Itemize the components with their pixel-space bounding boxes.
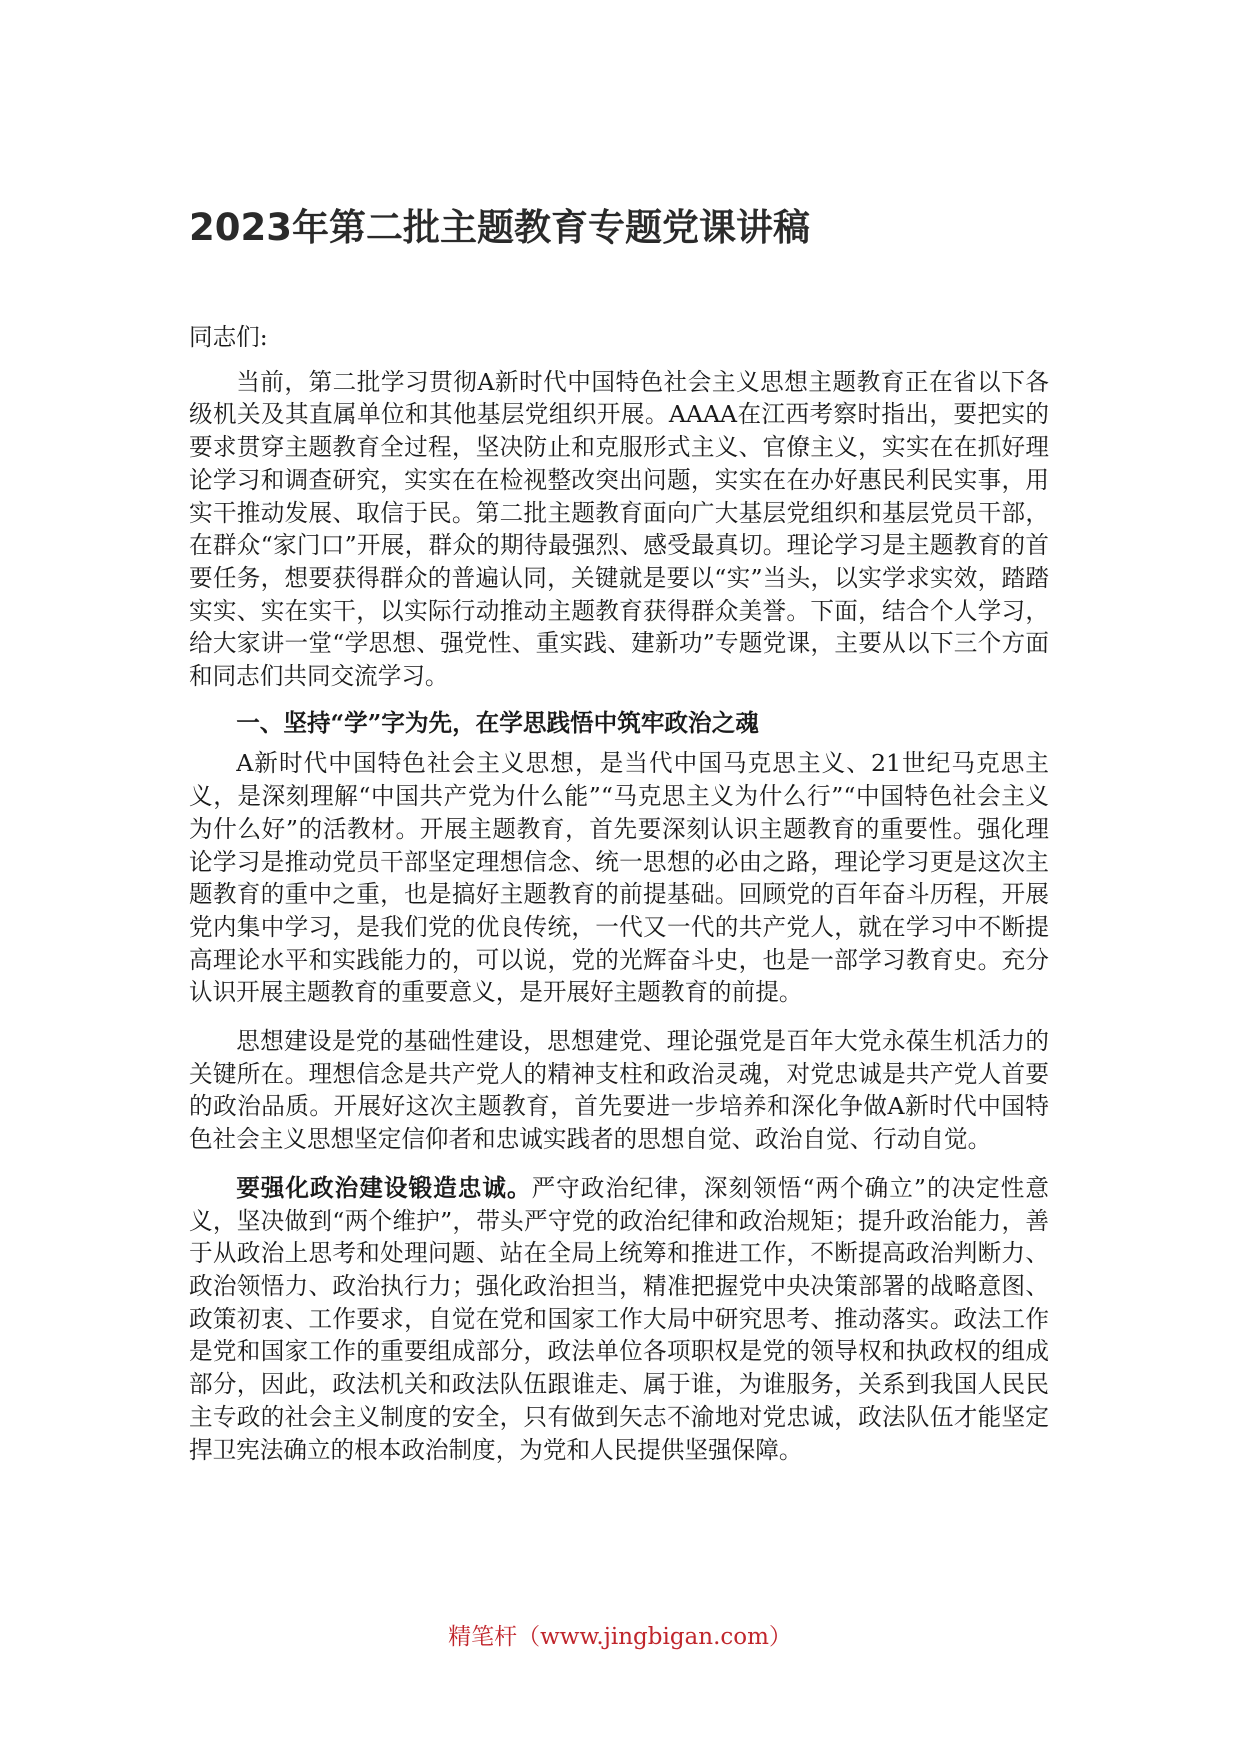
salutation: 同志们:: [189, 323, 268, 351]
document-title: 2023年第二批主题教育专题党课讲稿: [189, 206, 810, 249]
section-heading-1: 一、坚持“学”字为先，在学思践悟中筑牢政治之魂: [236, 708, 759, 737]
paragraph-political-building-text: 严守政治纪律，深刻领悟“两个确立”的决定性意义，坚决做到“两个维护”，带头严守党的政治纪律和政治规矩；提升政治能力，善于从政治上思考和处理问题、站在全局上统筹和推进工作，不断提高政治判断力、政治领悟力、政治执行力；强化政治担当，精准把握党中央决策部署的战略意图、政策初衷、工作要求，自觉在党和国家工作大局中研究思考、推动落实。政法工作是党和国家工作的重要组成部分，政法单位各项职权是党的领导权和执政权的组成部分，因此，政法机关和政法队伍跟谁走、属于谁，为谁服务，关系到我国人民民主专政的社会主义制度的安全，只有做到矢志不渝地对党忠诚，政法队伍才能坚定捍卫宪法确立的根本政治制度，为党和人民提供坚强保障。: [189, 1173, 1049, 1464]
document-body: [189, 321, 1049, 1466]
paragraph-bold-lead: 要强化政治建设锻造忠诚。: [236, 1173, 532, 1202]
paragraph-theory: A新时代中国特色社会主义思想，是当代中国马克思主义、21世纪马克思主义，是深刻理解“中国共产党为什么能”“马克思主义为什么行”“中国特色社会主义为什么好”的活教材。开展主题教育，首先要深刻认识主题教育的重要性。强化理论学习是推动党员干部坚定理想信念、统一思想的必由之路，理论学习更是这次主题教育的重中之重，也是搞好主题教育的前提基础。回顾党的百年奋斗历程，开展党内集中学习，是我们党的优良传统，一代又一代的共产党人，就在学习中不断提高理论水平和实践能力的，可以说，党的光辉奋斗史，也是一部学习教育史。充分认识开展主题教育的重要意义，是开展好主题教育的前提。: [189, 749, 1049, 1007]
paragraph-political-building: [189, 1172, 1049, 1466]
paragraph-intro: 当前，第二批学习贯彻A新时代中国特色社会主义思想主题教育正在省以下各级机关及其直属单位和其他基层党组织开展。AAAA在江西考察时指出，要把实的要求贯穿主题教育全过程，坚决防止和克服形式主义、官僚主义，实实在在抓好理论学习和调查研究，实实在在检视整改突出问题，实实在在办好惠民利民实事，用实干推动发展、取信于民。第二批主题教育面向广大基层党组织和基层党员干部，在群众“家门口”开展，群众的期待最强烈、感受最真切。理论学习是主题教育的首要任务，想要获得群众的普遍认同，关键就是要以“实”当头，以实学求实效，踏踏实实、实在实干，以实际行动推动主题教育获得群众美誉。下面，结合个人学习，给大家讲一堂“学思想、强党性、重实践、建新功”专题党课，主要从以下三个方面和同志们共同交流学习。: [189, 367, 1049, 691]
footer-watermark: 精笔杆（www.jingbigan.com）: [448, 1624, 792, 1650]
paragraph-ideology: 思想建设是党的基础性建设，思想建党、理论强党是百年大党永葆生机活力的关键所在。理想信念是共产党人的精神支柱和政治灵魂，对党忠诚是共产党人首要的政治品质。开展好这次主题教育，首先要进一步培养和深化争做A新时代中国特色社会主义思想坚定信仰者和忠诚实践者的思想自觉、政治自觉、行动自觉。: [189, 1027, 1049, 1154]
